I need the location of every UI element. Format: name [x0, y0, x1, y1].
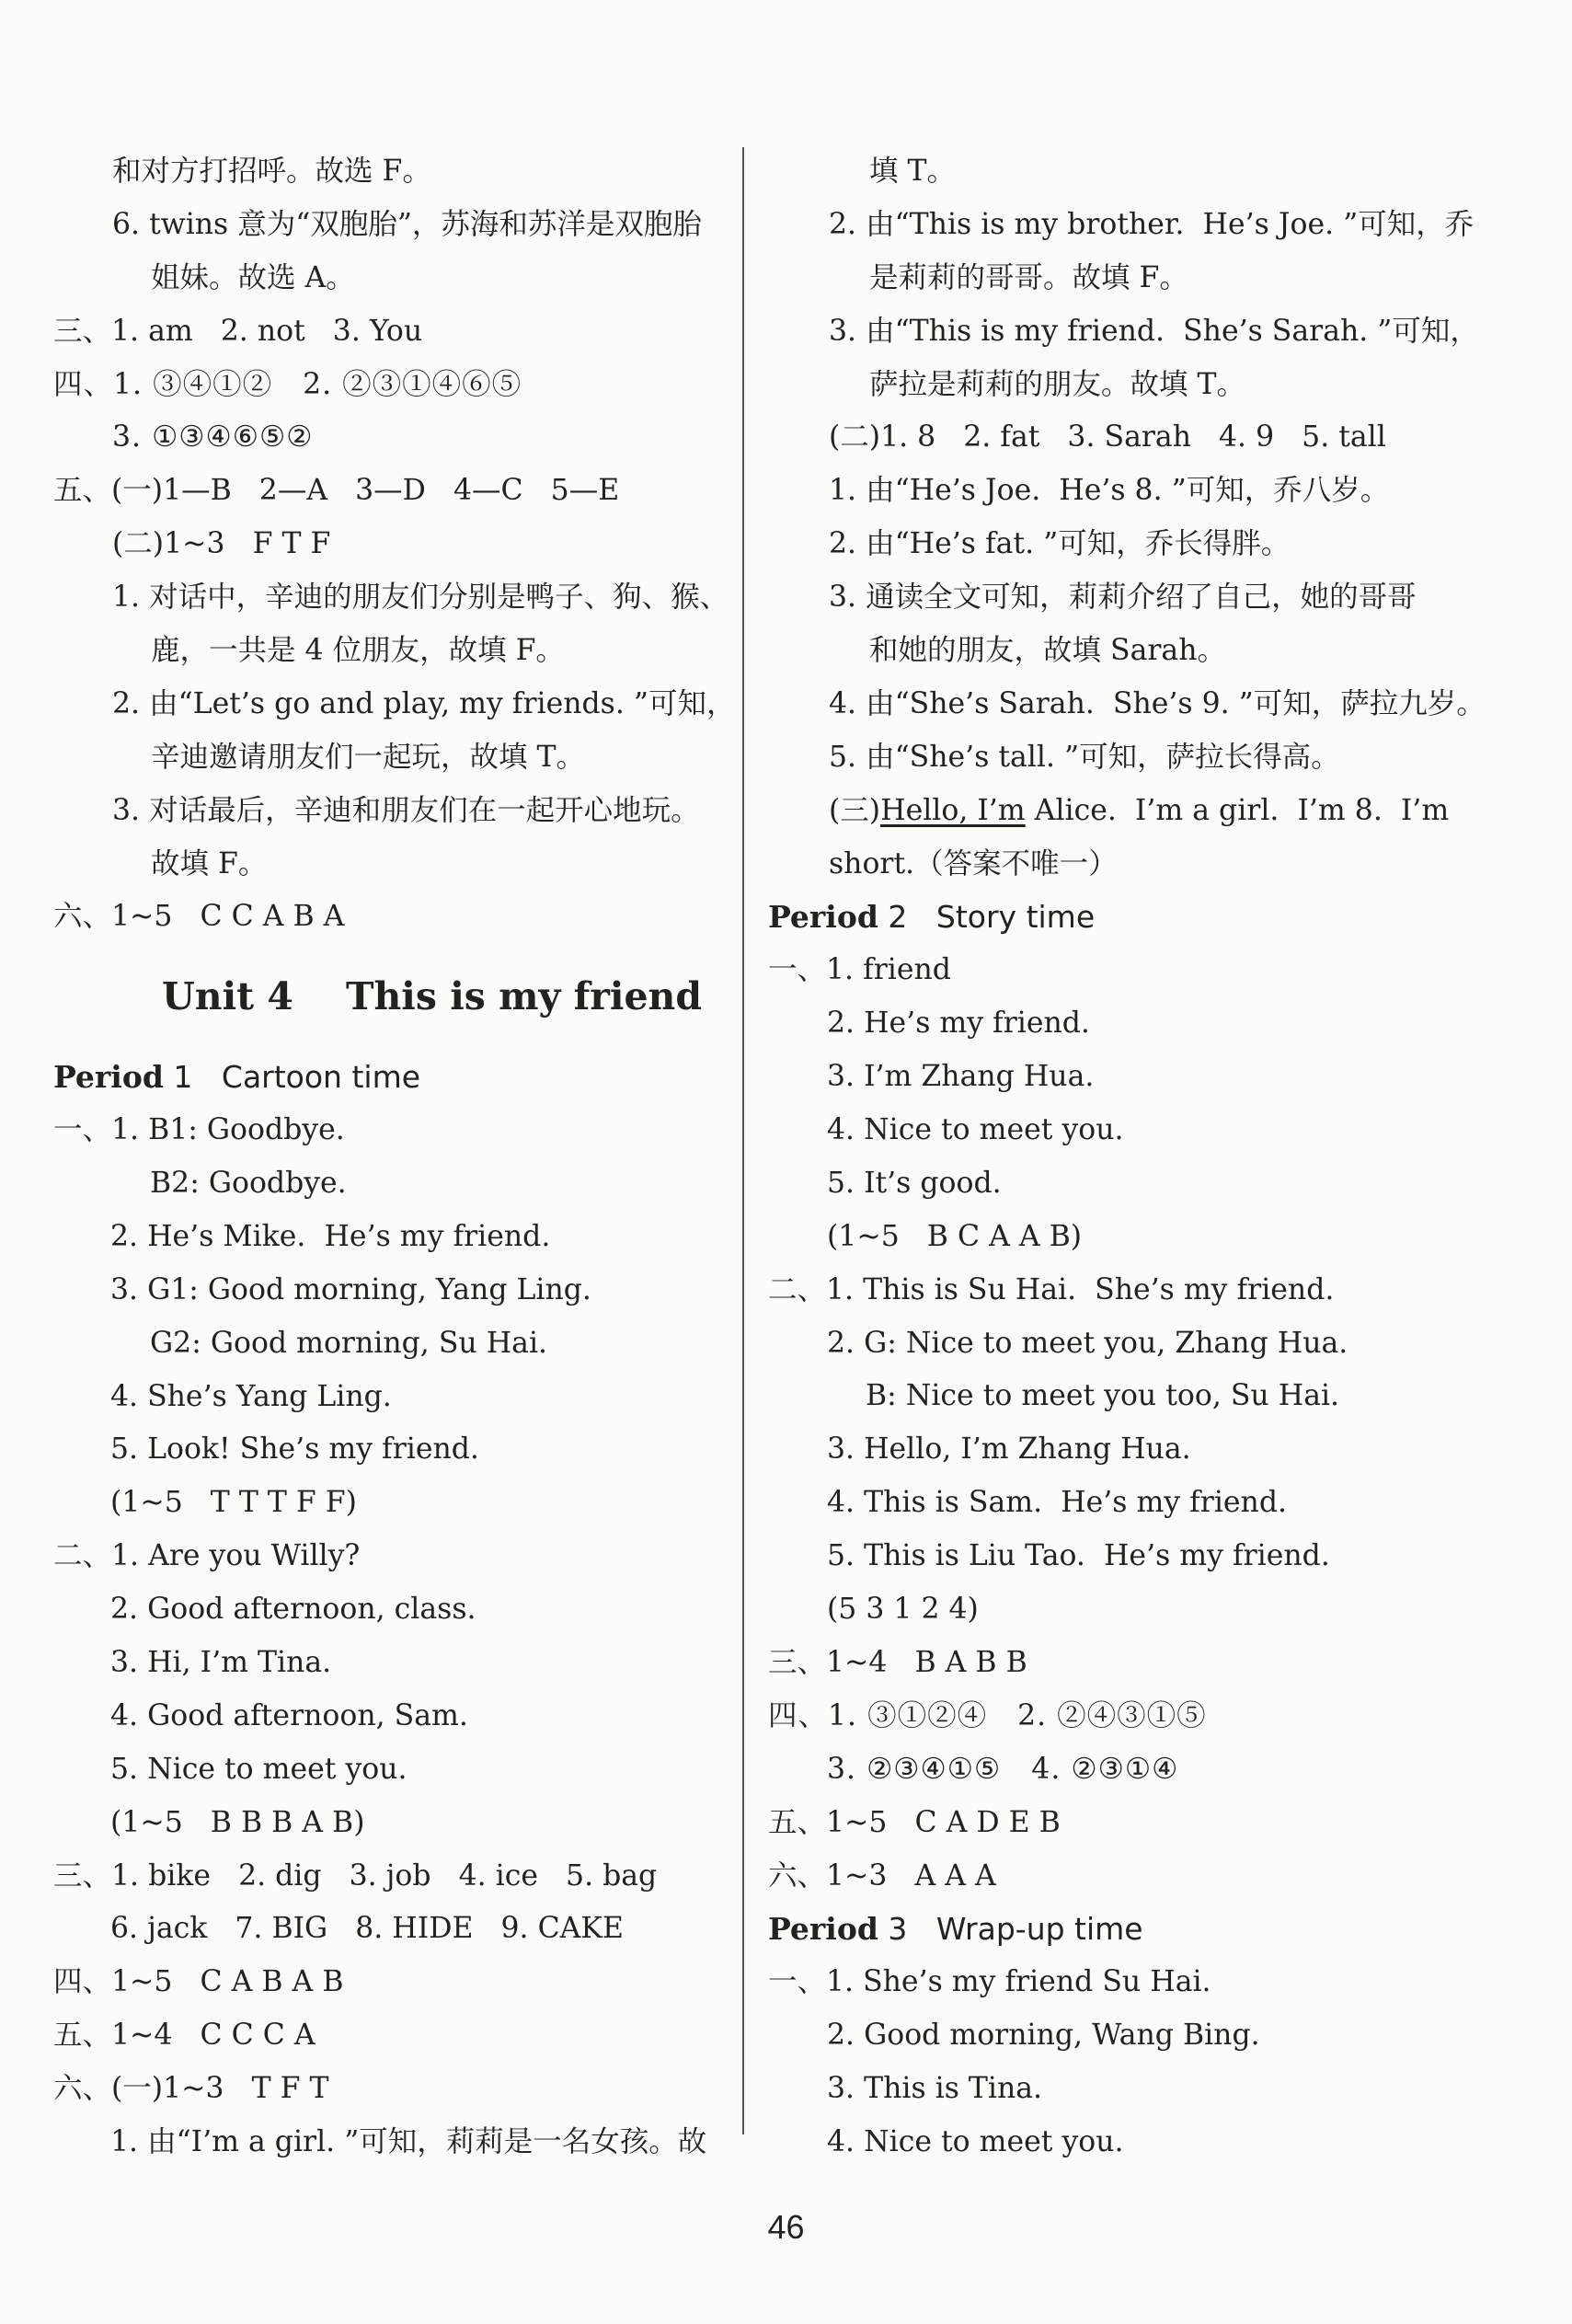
answer-line: 5. Nice to meet you.	[110, 1752, 407, 1786]
answer-line: 4. Nice to meet you.	[827, 1113, 1124, 1147]
answer-line: 6. twins 意为“双胞胎”，苏海和苏洋是双胞胎	[112, 207, 702, 241]
answer-line: (1~5 B C A A B)	[827, 1219, 1083, 1253]
answer-line: short.（答案不唯一）	[829, 846, 1118, 880]
period-heading	[768, 1903, 1486, 1956]
answer-line: (二)1~3 F T F	[112, 527, 331, 561]
answer-line: B2: Goodbye.	[150, 1166, 347, 1200]
answer-line: 一、1. B1: Goodbye.	[53, 1113, 345, 1147]
answer-line	[768, 785, 1486, 838]
left-column	[53, 145, 743, 2169]
answer-line: 3. ①③④⑥⑤②	[112, 420, 314, 454]
answer-line: 五、(一)1—B 2—A 3—D 4—C 5—E	[53, 474, 620, 508]
answer-line: 1. 对话中，辛迪的朋友们分别是鸭子、狗、猴、	[112, 581, 729, 615]
answer-line: 二、1. This is Su Hai. She’s my friend.	[768, 1272, 1335, 1306]
answer-line: 六、1~5 C C A B A	[53, 900, 345, 934]
answer-line: 四、1. ③④①② 2. ②③①④⑥⑤	[53, 367, 522, 401]
answer-line: 2. 由“This is my brother. He’s Joe. ”可知，乔	[829, 207, 1474, 241]
answer-line: 三、1. bike 2. dig 3. job 4. ice 5. bag	[53, 1858, 658, 1893]
answer-line: 4. This is Sam. He’s my friend.	[827, 1486, 1288, 1520]
answer-line: (5 3 1 2 4)	[827, 1593, 979, 1627]
answer-line: 故填 F。	[151, 846, 268, 880]
answer-line: 4. 由“She’s Sarah. She’s 9. ”可知，萨拉九岁。	[829, 686, 1486, 720]
answer-line: 1. 由“He’s Joe. He’s 8. ”可知，乔八岁。	[829, 474, 1390, 508]
answer-line: 五、1~5 C A D E B	[768, 1805, 1061, 1839]
answer-line: 四、1~5 C A B A B	[53, 1965, 344, 1999]
answer-line: 3. ②③④①⑤ 4. ②③①④	[827, 1752, 1179, 1786]
period-title: Cartoon time	[221, 1059, 421, 1096]
period-title: Wrap-up time	[935, 1911, 1143, 1948]
answer-line: 5. Look! She’s my friend.	[110, 1432, 479, 1467]
period-word: Period	[768, 1911, 878, 1948]
answer-line: 3. Hi, I’m Tina.	[110, 1645, 332, 1679]
answer-line: 2. 由“He’s fat. ”可知，乔长得胖。	[829, 527, 1291, 561]
right-column	[768, 145, 1486, 2169]
answer-line: (1~5 T T T F F)	[110, 1486, 357, 1520]
answer-line: 3. G1: Good morning, Yang Ling.	[110, 1272, 591, 1306]
unit-title: Unit 4 This is my friend	[162, 974, 703, 1019]
answer-line: 是莉莉的哥哥。故填 F。	[869, 260, 1188, 294]
answer-line: 3. Hello, I’m Zhang Hua.	[827, 1432, 1191, 1467]
answer-line: B: Nice to meet you too, Su Hai.	[866, 1379, 1340, 1413]
answer-line: 五、1~4 C C C A	[53, 2019, 316, 2053]
period-number: 1	[163, 1059, 222, 1096]
period-number: 3	[878, 1911, 936, 1948]
answer-line: 二、1. Are you Willy?	[53, 1539, 361, 1573]
period-heading	[768, 891, 1486, 944]
answer-line: 2. Good afternoon, class.	[110, 1593, 476, 1627]
answer-line: 姐妹。故选 A。	[151, 260, 355, 294]
answer-line: (二)1. 8 2. fat 3. Sarah 4. 9 5. tall	[829, 420, 1386, 454]
answer-line: 4. She’s Yang Ling.	[110, 1379, 392, 1413]
answer-line: 六、(一)1~3 T F T	[53, 2072, 329, 2106]
answer-line: 2. He’s Mike. He’s my friend.	[110, 1219, 551, 1253]
answer-line: 辛迪邀请朋友们一起玩，故填 T。	[151, 740, 586, 774]
answer-line: G2: Good morning, Su Hai.	[150, 1326, 548, 1360]
underlined-answer: Hello, I’m	[880, 793, 1026, 827]
answer-line: 萨拉是莉莉的朋友。故填 T。	[869, 367, 1246, 401]
answer-line: 3. 由“This is my friend. She’s Sarah. ”可知，	[829, 314, 1479, 348]
answer-line: 3. This is Tina.	[827, 2072, 1043, 2106]
answer-line: 鹿，一共是 4 位朋友，故填 F。	[151, 634, 565, 668]
answer-line: 5. It’s good.	[827, 1166, 1002, 1200]
answer-line: 5. This is Liu Tao. He’s my friend.	[827, 1539, 1330, 1573]
answer-line: 3. 通读全文可知，莉莉介绍了自己，她的哥哥	[829, 581, 1417, 615]
answer-line: 一、1. She’s my friend Su Hai.	[768, 1965, 1211, 1999]
page-number: 46	[767, 2208, 805, 2246]
period-number: 2	[878, 899, 936, 936]
answer-line: (1~5 B B B A B)	[110, 1805, 365, 1839]
answer-line: 4. Good afternoon, Sam.	[110, 1698, 468, 1732]
section-label: (三)	[829, 793, 881, 827]
answer-line: 2. 由“Let’s go and play, my friends. ”可知，	[112, 686, 736, 720]
answer-line: 5. 由“She’s tall. ”可知，萨拉长得高。	[829, 740, 1340, 774]
answer-line: 三、1. am 2. not 3. You	[53, 314, 423, 348]
answer-line: 六、1~3 A A A	[768, 1858, 996, 1893]
answer-line: 三、1~4 B A B B	[768, 1645, 1027, 1679]
answer-line: 3. I’m Zhang Hua.	[827, 1060, 1095, 1094]
period-word: Period	[53, 1059, 164, 1096]
answer-line: 四、1. ③①②④ 2. ②④③①⑤	[768, 1698, 1207, 1732]
period-heading	[53, 1051, 743, 1104]
answer-line: 和她的朋友，故填 Sarah。	[869, 634, 1226, 668]
answer-line: 填 T。	[869, 155, 957, 188]
answer-line: 1. 由“I’m a girl. ”可知，莉莉是一名女孩。故	[110, 2124, 707, 2158]
answer-line: 2. Good morning, Wang Bing.	[827, 2019, 1260, 2053]
period-word: Period	[768, 899, 878, 936]
answer-line: 一、1. friend	[768, 953, 951, 987]
answer-text: Alice. I’m a girl. I’m 8. I’m	[1025, 793, 1450, 827]
answer-line: 4. Nice to meet you.	[827, 2124, 1124, 2158]
answer-line: 3. 对话最后，辛迪和朋友们在一起开心地玩。	[112, 793, 700, 827]
answer-line: 和对方打招呼。故选 F。	[112, 155, 431, 188]
answer-line: 2. G: Nice to meet you, Zhang Hua.	[827, 1326, 1348, 1360]
answer-line: 6. jack 7. BIG 8. HIDE 9. CAKE	[110, 1912, 624, 1946]
answer-line: 2. He’s my friend.	[827, 1007, 1090, 1041]
period-title: Story time	[935, 899, 1096, 936]
